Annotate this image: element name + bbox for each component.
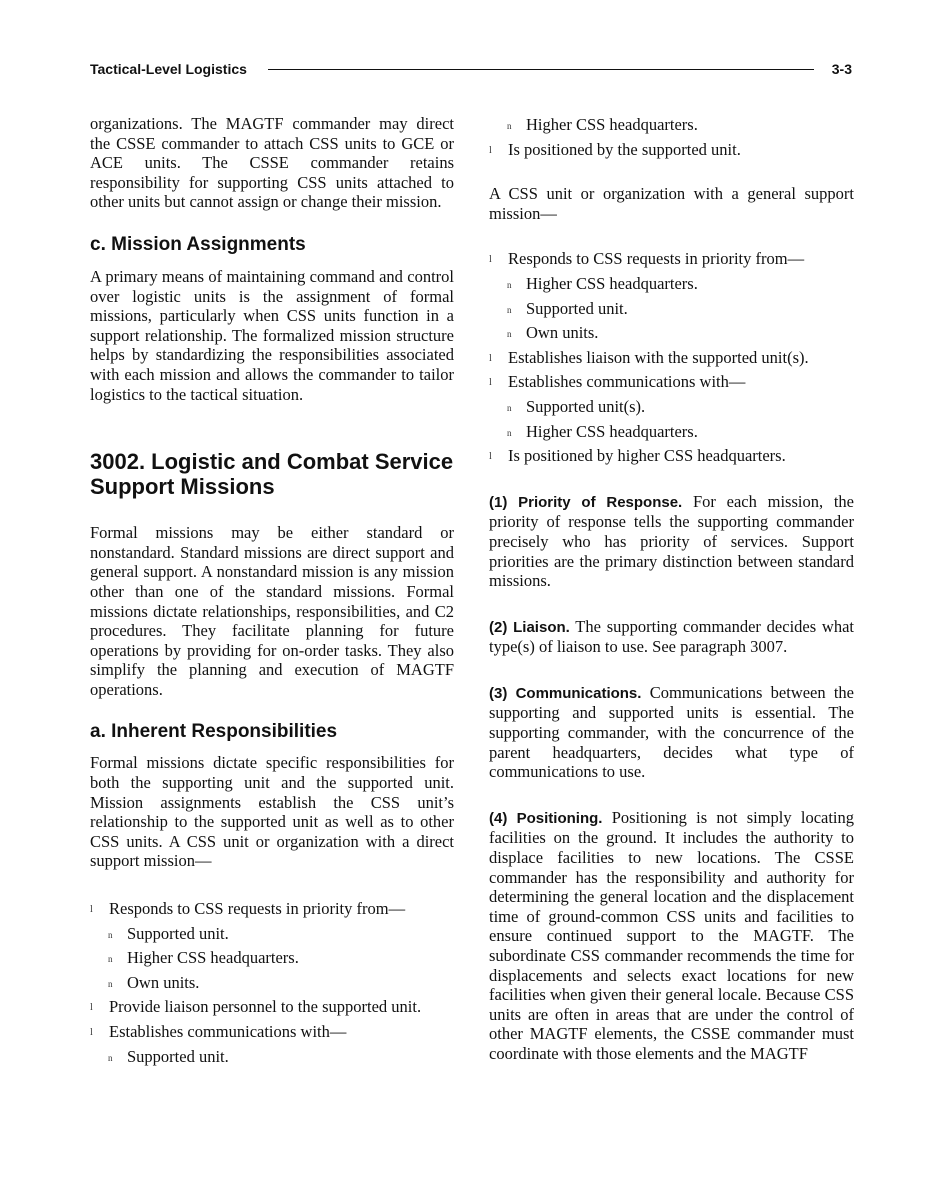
runin-heading: (4) Positioning. <box>489 809 603 827</box>
bullet-icon: n <box>507 304 512 315</box>
list-item: n Higher CSS headquarters. <box>90 947 454 972</box>
bullet-icon: n <box>507 329 512 340</box>
bullet-icon: n <box>108 929 113 940</box>
bullet-icon: n <box>507 279 512 290</box>
list-item: n Higher CSS headquarters. <box>489 421 854 446</box>
running-title: Tactical-Level Logistics <box>90 59 253 79</box>
list-item: l Establishes communications with— <box>90 1021 454 1046</box>
list-item: l Is positioned by higher CSS headquarters. <box>489 445 854 470</box>
paragraph-inherent-responsibilities: Formal missions dictate specific responsibilities for both the supporting unit and the supported unit. Mission assignments establish the CSS unit’s relationship to the supported unit as well as to other CSS units. A CSS unit or organization with a direct support mission— <box>90 753 454 871</box>
list-item: n Supported unit. <box>90 923 454 948</box>
paragraph-liaison: (2) Liaison. The supporting commander decides what type(s) of liaison to use. See paragraph 3007. <box>489 616 854 657</box>
runin-heading: (2) Liaison. <box>489 618 570 636</box>
list-item: n Supported unit. <box>90 1046 454 1071</box>
paragraph-priority-of-response: (1) Priority of Response. For each mission, the priority of response tells the supporting commander precisely who has priority of services. Support priorities are the primary distinction between standard missions. <box>489 491 854 591</box>
list-item: n Higher CSS headquarters. <box>489 114 854 139</box>
bullet-icon: l <box>90 904 93 916</box>
bullet-icon: l <box>90 1027 93 1038</box>
left-column <box>90 114 454 1070</box>
bullet-icon: n <box>507 427 512 438</box>
list-item: l Responds to CSS requests in priority from— <box>90 898 454 923</box>
header-rule <box>268 69 814 70</box>
list-item: n Supported unit(s). <box>489 396 854 421</box>
bullet-icon: n <box>507 121 512 131</box>
paragraph-positioning: (4) Positioning. Positioning is not simply locating facilities on the ground. It includes the authority to displace facilities to new locations. The CSSE commander has the responsibility and authority for determining the general location and the displacement time of ground-common CSS units and facilities to ensure continued support to the MAGTF. The subordinate CSS commander recommends the time for displacements and selects exact locations for new facilities when given their general locale. Because CSS units are often in areas that are under the control of other MAGTF elements, the CSSE commander must coordinate with those elements and the MAGTF <box>489 807 855 1063</box>
direct-support-list <box>90 898 454 1070</box>
paragraph-communications: (3) Communications. Communications between the supporting and supported units is essential. The supporting commander, with the concurrence of the parent headquarters, decides what type of communications to use. <box>489 682 855 782</box>
list-item: l Responds to CSS requests in priority from— <box>489 248 854 273</box>
bullet-icon: n <box>108 954 113 965</box>
bullet-icon: l <box>489 451 492 463</box>
subheading-inherent-responsibilities: a. Inherent Responsibilities <box>90 721 338 743</box>
bullet-icon: l <box>489 377 492 389</box>
continued-list <box>489 114 854 163</box>
bullet-icon: n <box>507 402 512 413</box>
list-item: n Supported unit. <box>489 298 854 323</box>
subheading-mission-assignments: c. Mission Assignments <box>90 233 306 255</box>
paragraph-general-support: A CSS unit or organization with a general support mission— <box>489 184 854 223</box>
continued-paragraph: organizations. The MAGTF commander may direct the CSSE commander to attach CSS units to GCE or ACE units. The CSSE commander retains responsibility for supporting CSS units attached to other units but cannot assign or change their mission. <box>90 114 454 212</box>
general-support-list <box>489 248 854 469</box>
list-item: l Provide liaison personnel to the supported unit. <box>90 996 454 1021</box>
list-item: n Own units. <box>90 972 454 997</box>
bullet-icon: l <box>489 254 492 266</box>
runin-heading: (1) Priority of Response. <box>489 493 683 511</box>
list-item: l Is positioned by the supported unit. <box>489 139 854 164</box>
runin-heading: (3) Communications. <box>489 684 642 702</box>
bullet-icon: n <box>108 1052 113 1063</box>
list-item: n Higher CSS headquarters. <box>489 273 854 298</box>
list-item: l Establishes liaison with the supported unit(s). <box>489 347 854 372</box>
page-header <box>90 59 852 81</box>
list-item: n Own units. <box>489 322 854 347</box>
page-number: 3-3 <box>826 59 852 79</box>
bullet-icon: l <box>90 1002 93 1014</box>
list-item: l Establishes communications with— <box>489 371 854 396</box>
paragraph-mission-assignments: A primary means of maintaining command and control over logistic units is the assignment of formal missions, particularly when CSS units function in a support relationship. The formalized mission structure helps by standardizing the responsibilities associated with each mission and allows the commander to tailor logistics to the tactical situation. <box>90 266 454 404</box>
right-column <box>489 114 854 1064</box>
bullet-icon: l <box>489 144 492 156</box>
section-heading-3002: 3002. Logistic and Combat Service Support Missions <box>90 449 454 500</box>
paragraph-formal-missions: Formal missions may be either standard or nonstandard. Standard missions are direct support and general support. A nonstandard mission is any mission other than one of the standard missions. Formal missions dictate relationships, responsibilities, and C2 procedures. They facilitate planning for future operations by providing for on-order tasks. They also simplify the planning and execution of MAGTF operations. <box>90 523 454 699</box>
bullet-icon: n <box>108 978 113 989</box>
bullet-icon: l <box>489 352 492 364</box>
